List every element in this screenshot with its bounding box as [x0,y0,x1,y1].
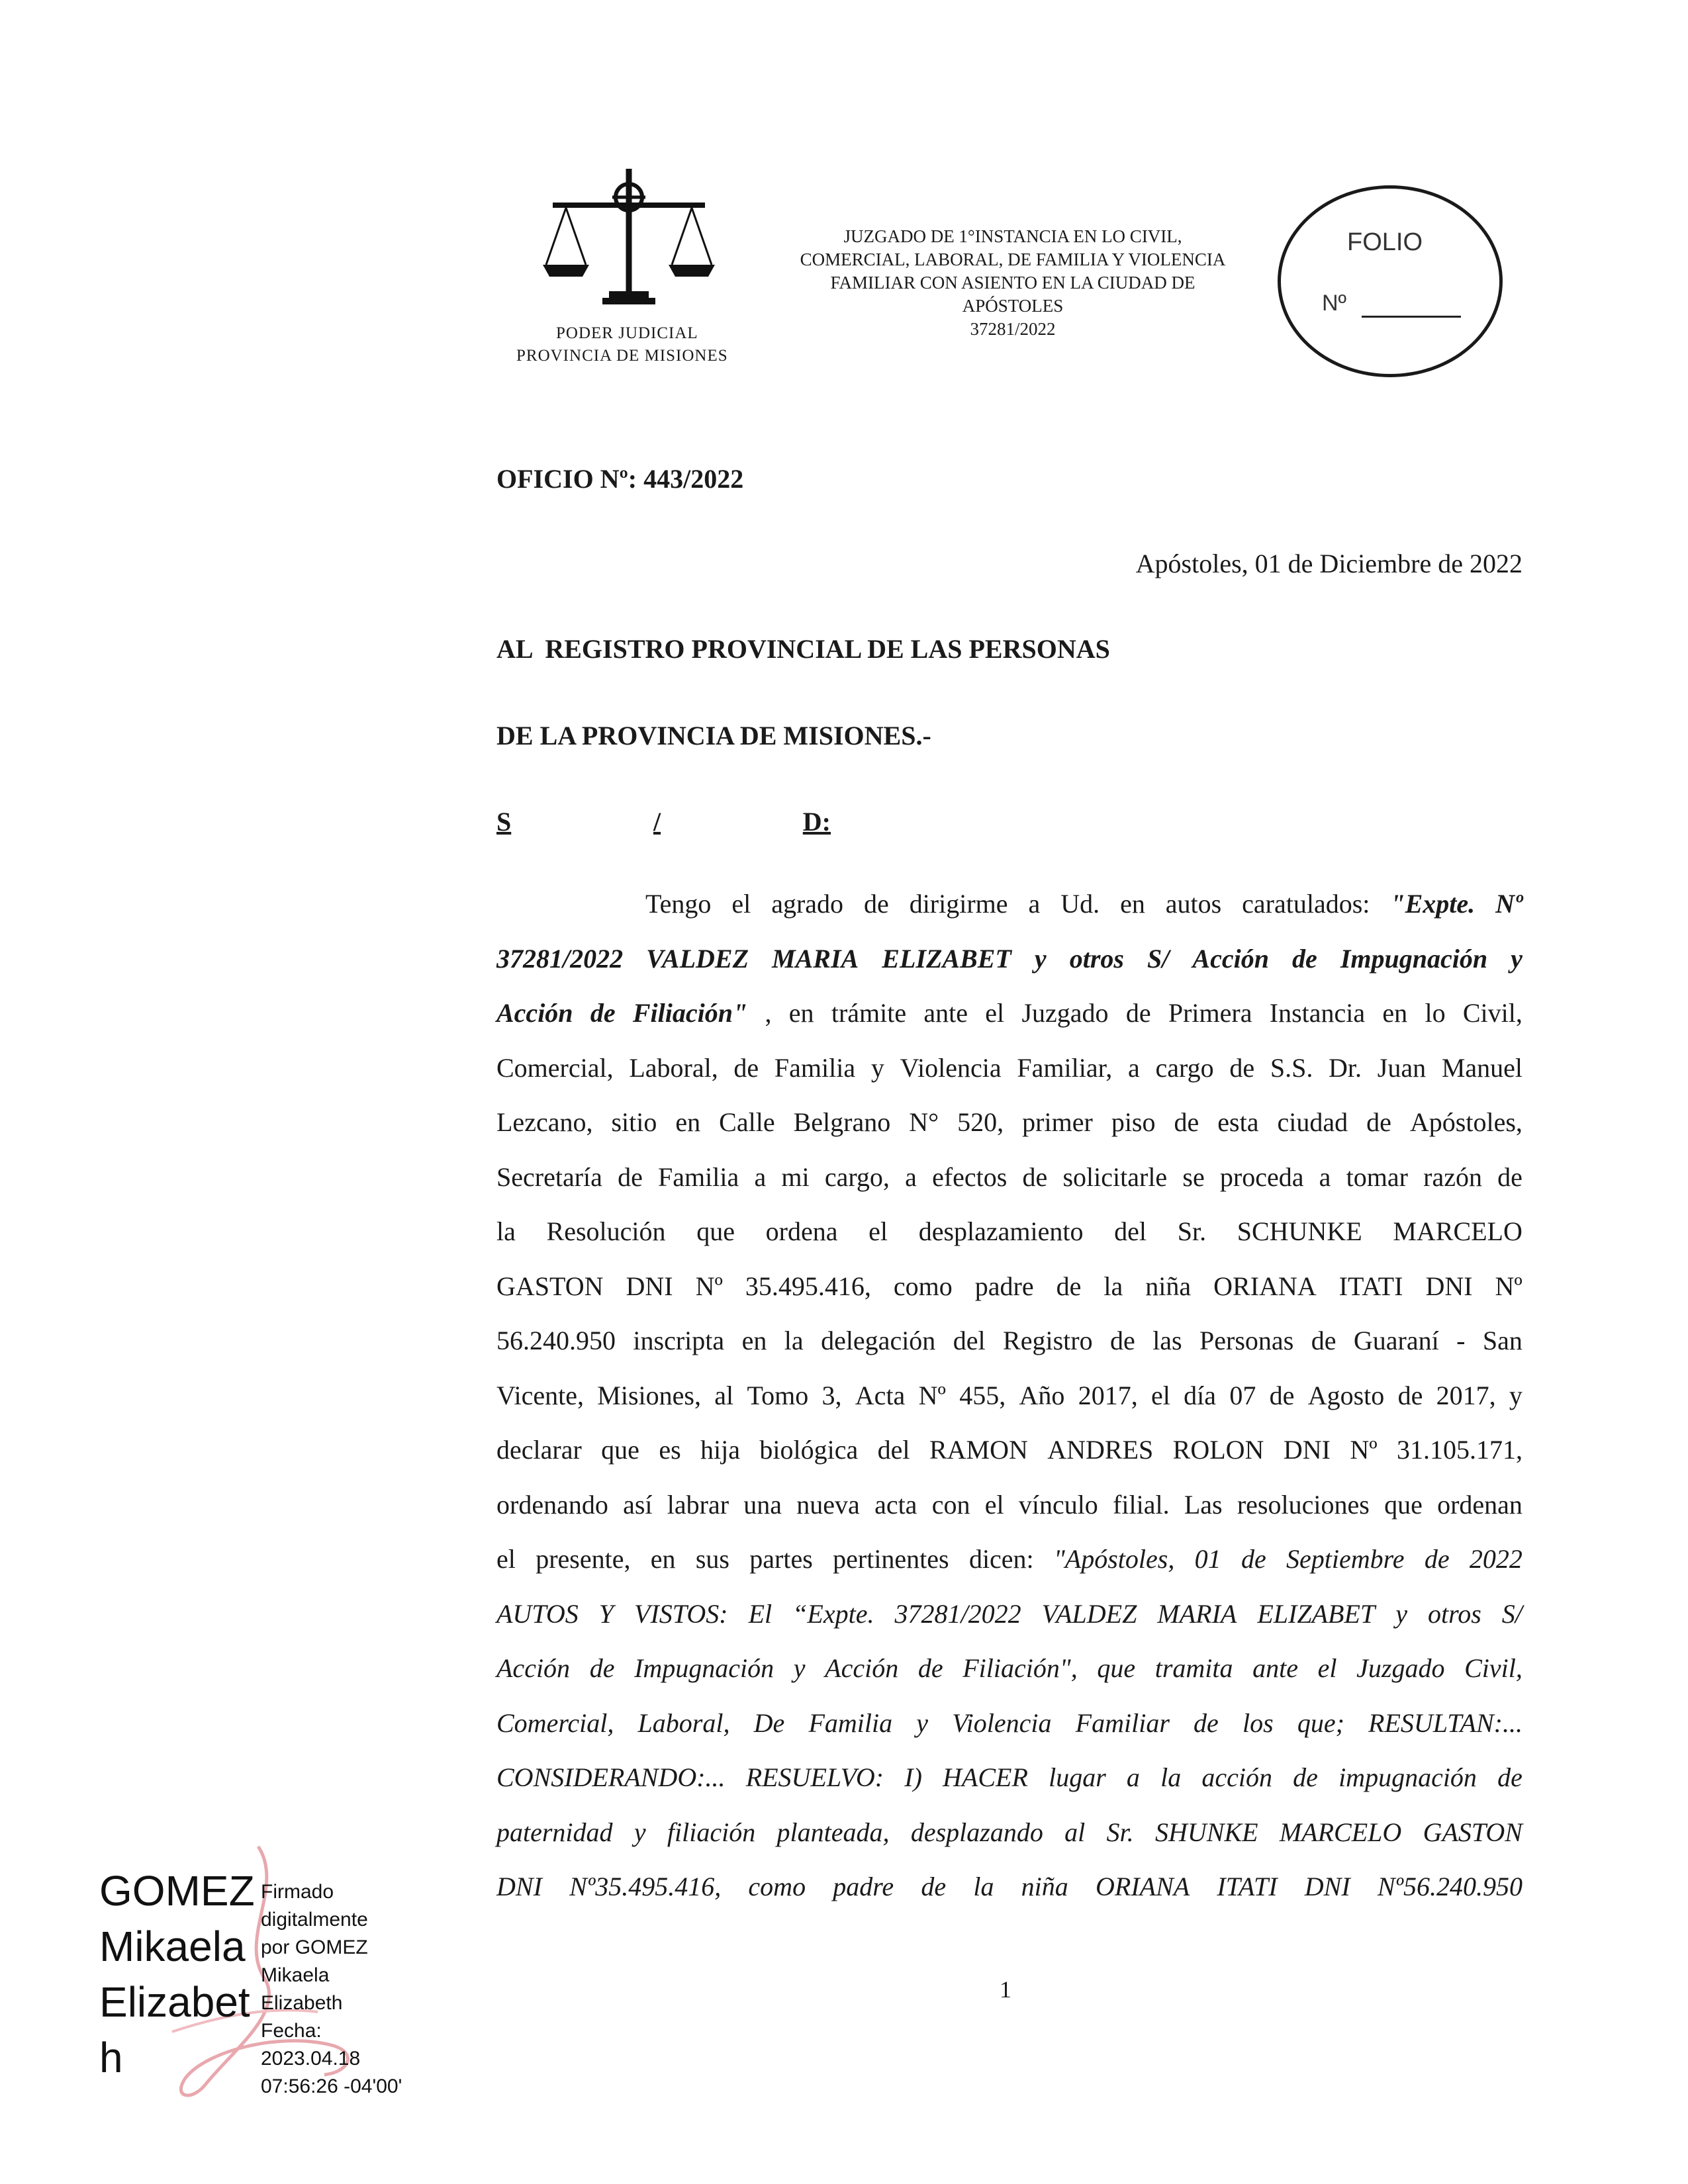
body-line: el presente, en sus partes pertinentes dicen: "Apóstoles, 01 de Septiembre de 2022 [496,1544,1523,1574]
body-line: Lezcano, sitio en Calle Belgrano N° 520, primer piso de esta ciudad de Apóstoles, [496,1107,1523,1137]
seal-text-poder-judicial: PODER JUDICIAL [556,324,698,342]
body-line: Comercial, Laboral, de Familia y Violencia Familiar, a cargo de S.S. Dr. Juan Manuel [496,1052,1523,1083]
sd-s: S [496,807,512,837]
judicial-seal [503,165,755,377]
body-line: AUTOS Y VISTOS: El “Expte. 37281/2022 VALDEZ MARIA ELIZABET y otros S/ [496,1598,1523,1629]
court-line: COMERCIAL, LABORAL, DE FAMILIA Y VIOLENCIA [800,250,1226,269]
page-number: 1 [1000,1976,1011,2003]
body-line: 56.240.950 inscripta en la delegación del Registro de las Personas de Guaraní - San [496,1326,1523,1355]
sd-d: D: [802,807,831,837]
oficio-number: OFICIO Nº: 443/2022 [496,464,744,494]
body-line: DNI Nº35.495.416, como padre de la niña ORIANA ITATI DNI Nº56.240.950 [496,1872,1523,1901]
folio-stamp [1278,185,1503,377]
court-line: FAMILIAR CON ASIENTO EN LA CIUDAD DE [830,273,1196,293]
body-line: Comercial, Laboral, De Familia y Violencia Familiar de los que; RESULTAN:... [496,1707,1523,1738]
court-line: APÓSTOLES [962,296,1064,316]
body-line: declarar que es hija biológica del RAMON ANDRES ROLON DNI Nº 31.105.171, [496,1435,1523,1465]
seal-text-provincia: PROVINCIA DE MISIONES [516,347,728,365]
addressee-line-2: DE LA PROVINCIA DE MISIONES.- [496,721,931,751]
body-line: CONSIDERANDO:... RESUELVO: I) HACER lugar a la acción de impugnación de [496,1762,1523,1792]
document-date: Apóstoles, 01 de Diciembre de 2022 [1135,549,1523,578]
body-line: la Resolución que ordena el desplazamiento del Sr. SCHUNKE MARCELO [496,1216,1523,1246]
signature-name: GOMEZ Mikaela Elizabet h [99,1867,255,2081]
body-line: paternidad y filiación planteada, desplazando al Sr. SHUNKE MARCELO GASTON [496,1817,1523,1847]
salutation-sd [496,806,831,837]
folio-label: FOLIO [1347,228,1423,256]
addressee-line-1: AL REGISTRO PROVINCIAL DE LAS PERSONAS [496,634,1110,664]
body-line: Vicente, Misiones, al Tomo 3, Acta Nº 455, Año 2017, el día 07 de Agosto de 2017, y [496,1380,1523,1410]
signature-details: Firmado digitalmente por GOMEZ Mikaela Elizabeth Fecha: 2023.04.18 07:56:26 -04'00' [261,1881,402,2097]
body-line: Acción de Impugnación y Acción de Filiación", que tramita ante el Juzgado Civil, [496,1653,1523,1683]
court-header [761,225,1264,341]
case-number: 37281/2022 [970,319,1056,339]
body-line: 37281/2022 VALDEZ MARIA ELIZABET y otros S/ Acción de Impugnación y [496,943,1523,974]
body-line: GASTON DNI Nº 35.495.416, como padre de la niña ORIANA ITATI DNI Nº [496,1271,1523,1301]
body-line: Secretaría de Familia a mi cargo, a efectos de solicitarle se proceda a tomar razón de [496,1161,1523,1192]
body-line: ordenando así labrar una nueva acta con el vínculo filial. Las resoluciones que ordenan [496,1489,1523,1520]
body-line: Acción de Filiación" , en trámite ante el Juzgado de Primera Instancia en lo Civil, [496,998,1523,1028]
folio-number-label: Nº [1322,291,1346,316]
body-line: Tengo el agrado de dirigirme a Ud. en autos caratulados: "Expte. Nº [645,889,1523,919]
folio-blank-line [1362,316,1461,318]
body-paragraph [496,888,1523,1926]
court-line: JUZGADO DE 1°INSTANCIA EN LO CIVIL, [843,226,1182,246]
scales-of-justice-icon [539,165,718,308]
sd-slash: / [653,807,661,837]
